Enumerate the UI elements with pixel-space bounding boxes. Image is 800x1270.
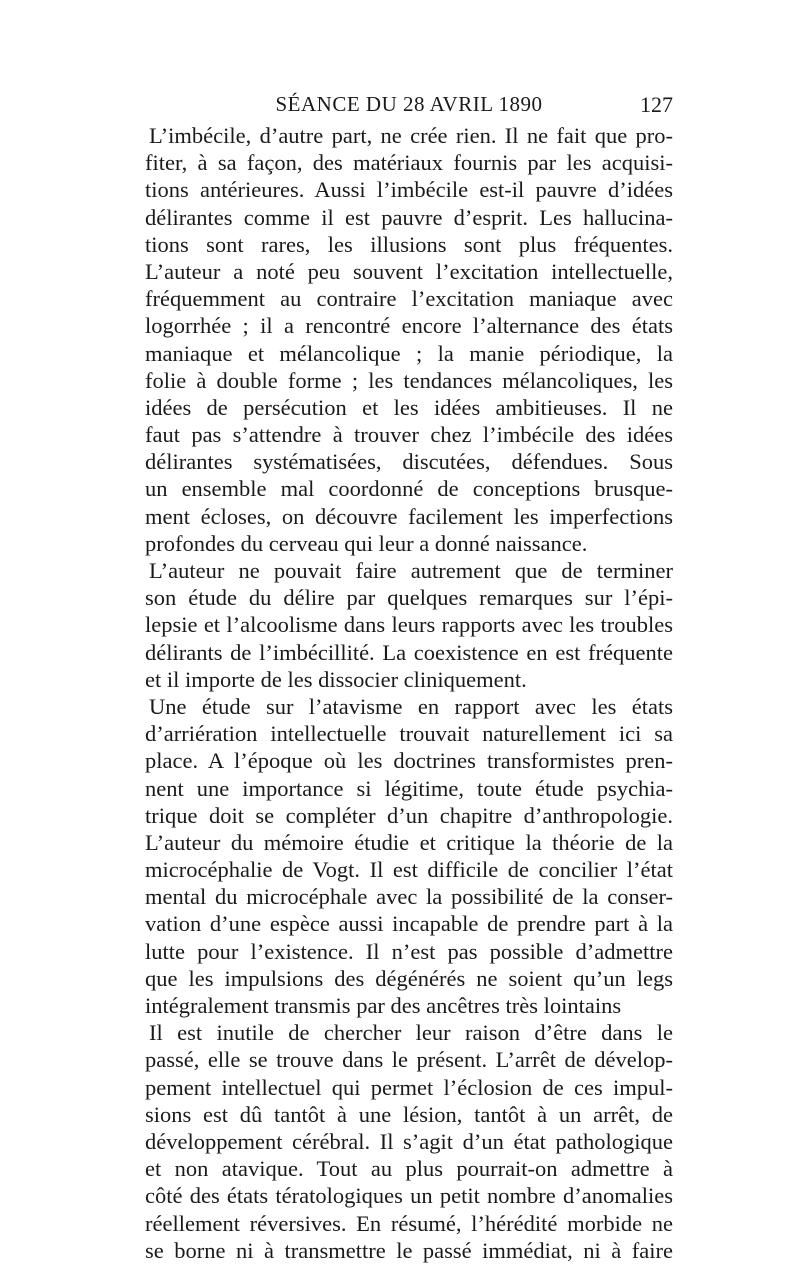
text-line: tions antérieures. Aussi l’imbécile est-il pauvre d’idées xyxy=(145,177,673,203)
text-line: un ensemble mal coordonné de conceptions brusque- xyxy=(145,476,673,502)
text-line: délirants de l’imbécillité. La coexistence en est fréquente xyxy=(145,639,673,665)
body-text xyxy=(145,122,673,1264)
page-number: 127 xyxy=(640,92,673,117)
text-line: fiter, à sa façon, des matériaux fournis par les acquisi- xyxy=(145,150,673,176)
text-line: lepsie et l’alcoolisme dans leurs rapports avec les troubles xyxy=(145,612,673,638)
text-line: tions sont rares, les illusions sont plus fréquentes. xyxy=(145,231,673,257)
text-line: folie à double forme ; les tendances mélancoliques, les xyxy=(145,367,673,393)
text-line: et non atavique. Tout au plus pourrait-on admettre à xyxy=(145,1156,673,1182)
text-line: fréquemment au contraire l’excitation maniaque avec xyxy=(145,286,673,312)
text-line: se borne ni à transmettre le passé immédiat, ni à faire xyxy=(145,1237,673,1263)
text-line: Il est inutile de chercher leur raison d’être dans le xyxy=(149,1020,673,1046)
text-line: L’imbécile, d’autre part, ne crée rien. Il ne fait que pro- xyxy=(149,123,673,148)
text-line: sions est dû tantôt à une lésion, tantôt à un arrêt, de xyxy=(145,1101,673,1127)
text-line: et il importe de les dissocier cliniquement. xyxy=(145,666,527,692)
text-line: que les impulsions des dégénérés ne soient qu’un legs xyxy=(145,965,673,991)
text-line: vation d’une espèce aussi incapable de prendre part à la xyxy=(145,911,673,937)
text-line: microcéphalie de Vogt. Il est difficile de concilier l’état xyxy=(145,857,673,883)
text-line: intégralement transmis par des ancêtres très lointains xyxy=(145,993,622,1018)
text-line: lutte pour l’existence. Il n’est pas possible d’admettre xyxy=(145,938,673,964)
text-line: trique doit se compléter d’un chapitre d’anthropologie. xyxy=(145,802,673,828)
text-line: mental du microcéphale avec la possibilité de la conser- xyxy=(145,884,673,910)
text-line: délirantes comme il est pauvre d’esprit. Les hallucina- xyxy=(145,204,673,230)
text-line: maniaque et mélancolique ; la manie périodique, la xyxy=(145,340,673,366)
text-line: développement cérébral. Il s’agit d’un état pathologique xyxy=(145,1128,673,1154)
text-line: place. A l’époque où les doctrines transformistes pren- xyxy=(145,748,673,774)
text-line: L’auteur a noté peu souvent l’excitation intellectuelle, xyxy=(145,258,673,284)
text-line: côté des états tératologiques un petit nombre d’anomalies xyxy=(145,1183,673,1209)
text-line: nent une importance si légitime, toute étude psychia- xyxy=(145,775,673,801)
text-line: délirantes systématisées, discutées, défendues. Sous xyxy=(145,449,673,475)
text-line: ment écloses, on découvre facilement les imperfections xyxy=(145,503,673,529)
text-line: d’arriération intellectuelle trouvait naturellement ici sa xyxy=(145,721,673,747)
running-title: SÉANCE DU 28 AVRIL 1890 xyxy=(275,92,543,116)
text-line: son étude du délire par quelques remarques sur l’épi- xyxy=(145,585,673,611)
text-line: L’auteur du mémoire étudie et critique la théorie de la xyxy=(145,829,673,855)
text-line: logorrhée ; il a rencontré encore l’alternance des états xyxy=(145,313,673,339)
text-line: réellement réversives. En résumé, l’hérédité morbide ne xyxy=(145,1210,673,1236)
text-line: profondes du cerveau qui leur a donné naissance. xyxy=(145,530,588,556)
text-line: Une étude sur l’atavisme en rapport avec les états xyxy=(149,693,673,719)
text-line: pement intellectuel qui permet l’éclosion de ces impul- xyxy=(145,1074,673,1100)
text-line: idées de persécution et les idées ambitieuses. Il ne xyxy=(145,394,673,420)
page-header xyxy=(145,92,673,122)
text-line: passé, elle se trouve dans le présent. L’arrêt de dévelop- xyxy=(145,1047,673,1073)
text-line: faut pas s’attendre à trouver chez l’imbécile des idées xyxy=(145,422,673,448)
text-line: L’auteur ne pouvait faire autrement que de terminer xyxy=(149,558,673,583)
